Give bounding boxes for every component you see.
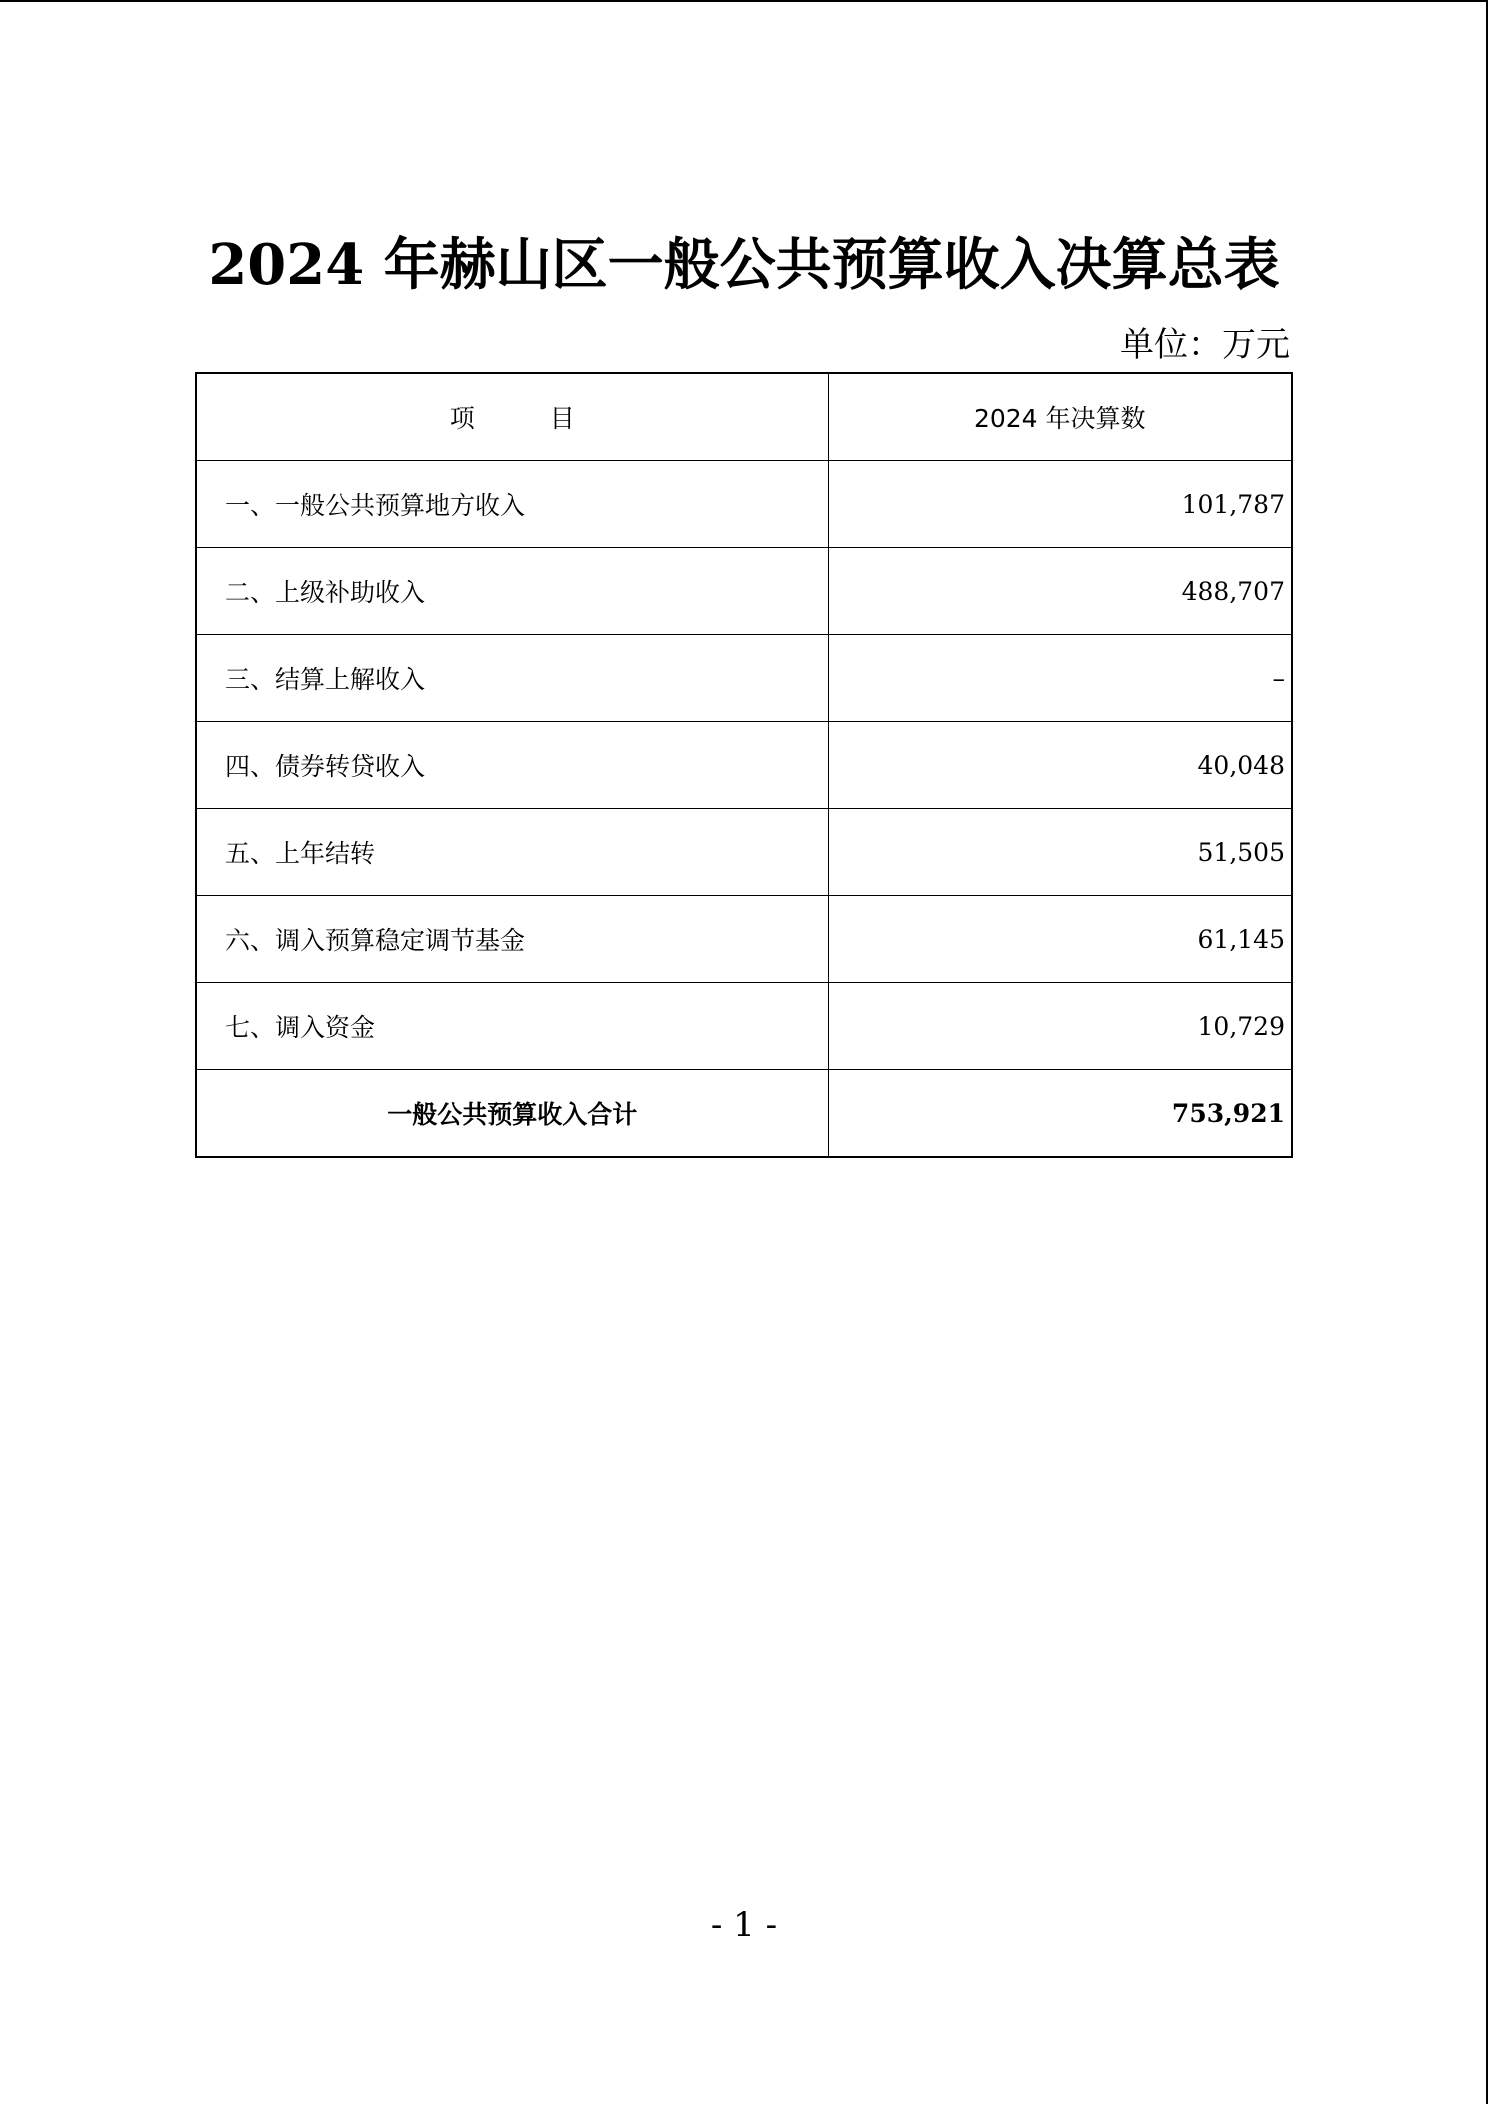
row-value: 51,505 — [828, 809, 1292, 896]
table-row — [196, 983, 1292, 1070]
table-header-row — [196, 373, 1292, 461]
row-value: 101,787 — [828, 461, 1292, 548]
budget-table — [195, 372, 1293, 1158]
table-row — [196, 548, 1292, 635]
page-title: 2024 年赫山区一般公共预算收入决算总表 — [208, 232, 1280, 298]
row-value: 61,145 — [828, 896, 1292, 983]
table-total-row — [196, 1070, 1292, 1158]
total-value: 753,921 — [828, 1070, 1292, 1158]
page-top-border — [0, 0, 1488, 2]
row-item: 三、结算上解收入 — [196, 635, 828, 722]
row-value: 488,707 — [828, 548, 1292, 635]
row-item: 一、一般公共预算地方收入 — [196, 461, 828, 548]
table-row — [196, 722, 1292, 809]
row-value: 40,048 — [828, 722, 1292, 809]
row-item: 五、上年结转 — [196, 809, 828, 896]
header-value: 2024 年决算数 — [828, 373, 1292, 461]
table-row — [196, 461, 1292, 548]
unit-label: 单位：万元 — [1120, 325, 1290, 365]
row-value: 10,729 — [828, 983, 1292, 1070]
row-item: 四、债券转贷收入 — [196, 722, 828, 809]
row-item: 七、调入资金 — [196, 983, 828, 1070]
total-item: 一般公共预算收入合计 — [196, 1070, 828, 1158]
table-row — [196, 809, 1292, 896]
row-item: 六、调入预算稳定调节基金 — [196, 896, 828, 983]
row-item: 二、上级补助收入 — [196, 548, 828, 635]
row-value: – — [828, 635, 1292, 722]
header-item: 项 目 — [196, 373, 828, 461]
table-row — [196, 896, 1292, 983]
table-row — [196, 635, 1292, 722]
page-number: - 1 - — [710, 1905, 778, 1945]
